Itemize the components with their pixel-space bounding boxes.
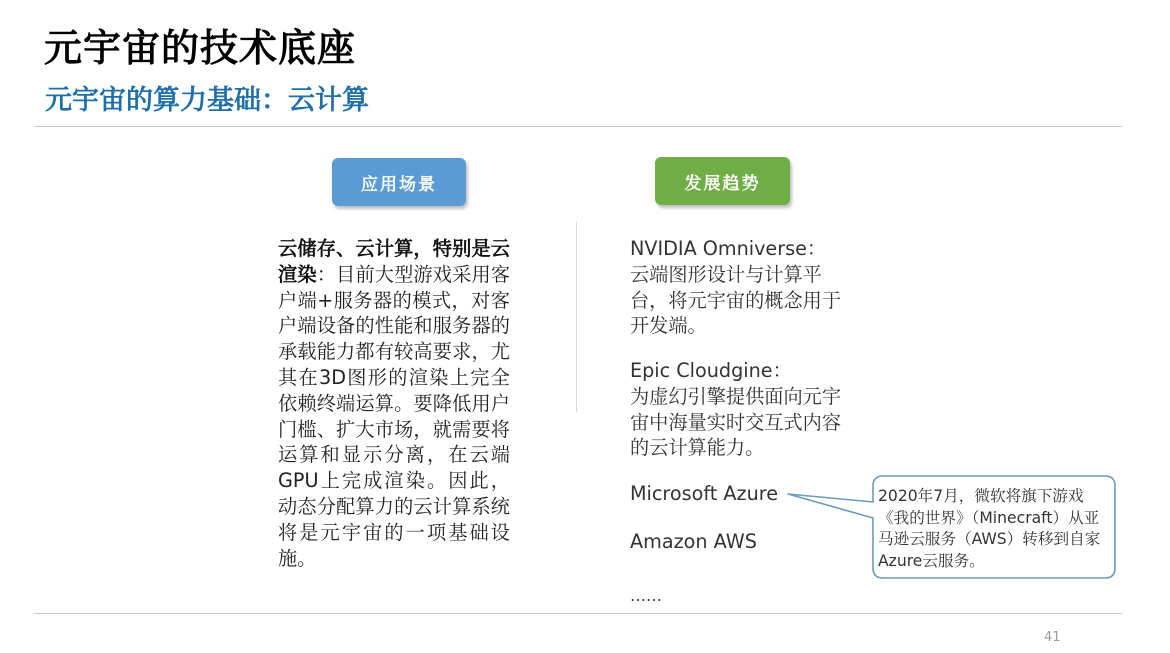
- trend-item-azure: Microsoft Azure: [630, 482, 779, 505]
- trend-ellipsis: ……: [630, 586, 662, 605]
- trend-item-name: NVIDIA Omniverse：: [630, 237, 827, 260]
- column-divider: [576, 222, 577, 412]
- development-trends-header: 发展趋势: [655, 157, 790, 205]
- trend-item-aws: Amazon AWS: [630, 530, 757, 553]
- trend-item-name: Epic Cloudgine：: [630, 359, 792, 382]
- page-number: 41: [1044, 630, 1061, 645]
- trend-item-desc: 为虚幻引擎提供面向元宇宙中海量实时交互式内容的云计算能力。: [630, 384, 842, 460]
- bottom-divider: [34, 613, 1122, 614]
- application-scenarios-bold: 云储存、云计算，特别是云渲染: [278, 237, 510, 286]
- slide-title: 元宇宙的技术底座: [44, 26, 357, 70]
- application-scenarios-body: ：目前大型游戏采用客户端+服务器的模式，对客户端设备的性能和服务器的承载能力都有较高要求，尤其在3D图形的渲染上完全依赖终端运算。要降低用户门槛、扩大市场，就需要将运算和显示分离，在云端GPU上完成渲染。因此，动态分配算力的云计算系统将是元宇宙的一项基础设施。: [278, 262, 511, 570]
- application-scenarios-header: 应用场景: [332, 158, 466, 206]
- trend-item-omniverse: [630, 236, 845, 339]
- callout-text: 2020年7月，微软将旗下游戏《我的世界》（Minecraft）从亚马逊云服务（AWS）转移到自家Azure云服务。: [878, 487, 1101, 570]
- trend-item-cloudgine: [630, 358, 845, 461]
- application-scenarios-text: [278, 236, 510, 571]
- top-divider: [34, 126, 1122, 127]
- slide-subtitle: 元宇宙的算力基础：云计算: [45, 85, 369, 116]
- trend-item-desc: 云端图形设计与计算平台，将元宇宙的概念用于开发端。: [630, 262, 842, 338]
